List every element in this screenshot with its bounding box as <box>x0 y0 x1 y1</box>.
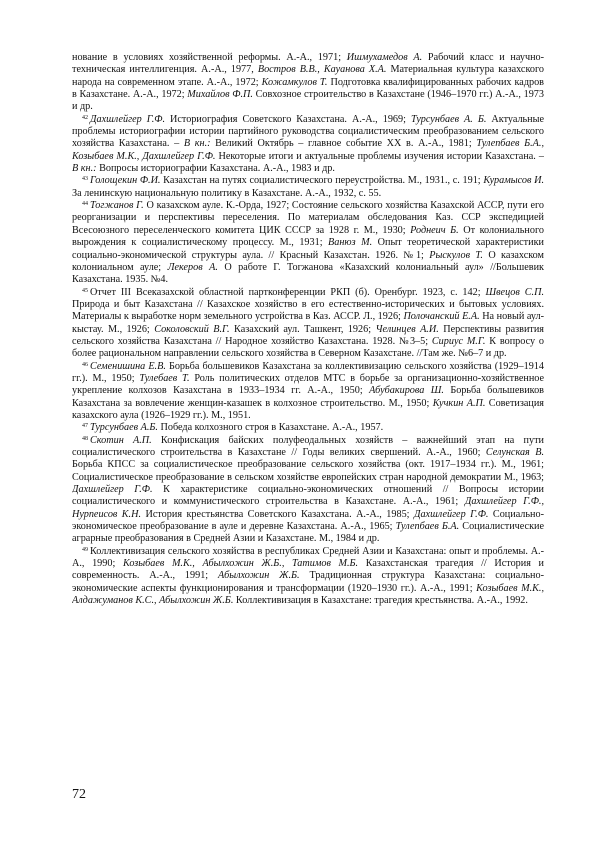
citation-text: Историография Советского Казахстана. А.-А., 1969; <box>165 113 411 125</box>
citation-text: На новый аул-кыстау. М., 1926; <box>72 311 544 335</box>
citation-text: Отчет III Всеказахской областной партконференции РКП (б). Оренбург. 1923, с. 142; <box>90 286 486 298</box>
author-name: Дахшлейгер Г.Ф. <box>72 484 153 496</box>
citation-text: Казахский аул. Ташкент, 1926; <box>229 323 376 335</box>
author-name: Тулепбаев Б.А. <box>395 521 460 533</box>
author-name: Востров В.В., Кауанова Х.А. <box>257 64 387 76</box>
footnote-number: 43 <box>82 176 88 183</box>
citation-text: Коллективизация в Казахстане: трагедия крестьянства. А.-А., 1992. <box>233 595 528 607</box>
citation-text: Роль политических отделов МТС в борьбе за организационно-хозяйственное укрепление колхозов Казахстана в 1933–1934 гг. А.-А., 1950; <box>72 372 544 397</box>
author-name: Челинцев А.И. <box>375 323 439 335</box>
author-name: Сириус М.Г. <box>431 335 486 347</box>
book-page <box>72 52 544 822</box>
citation-text: Перспективы развития сельского хозяйства Казахстана // Народное хозяйство Казахстана. 1928. №3–5; <box>72 323 544 347</box>
citation-text: Подготовка квалифицированных рабочих кадров в Казахстане. А.-А., 1972; <box>72 76 544 101</box>
author-name: Кожамкулов Т. <box>261 76 328 88</box>
footnote-entry <box>72 361 544 423</box>
citation-text: О казахском колониальном ауле; <box>72 249 544 273</box>
citation-text: Борьба большевиков Казахстана за коллективизацию сельского хозяйства (1929–1914 гг.). М., 1950; <box>72 360 544 384</box>
citation-text: Борьба КПСС за социалистическое преобразование сельского хозяйства (окт. 1917–1934 гг.). М., 1961; Социалистическое преобразование в сельском хозяйстве европейских стран народной демократии М., 1963; <box>72 459 544 483</box>
author-name: Селунская В. <box>485 447 544 458</box>
citation-text: Совхозное строительство в Казахстане (1946–1970 гг.) А.-А., 1973 и др. <box>72 89 544 113</box>
author-name: Абубакирова Ш. <box>369 385 444 397</box>
citation-text: Природа и быт Казахстана // Казахское хозяйство в его естественно-исторических и бытовых условиях. Материалы к выработке норм земельного устройства в Каз. АССР. Л., 1926; <box>72 298 544 323</box>
citation-text: К характеристике социально-экономических отношений // Вопросы истории социалистического и коммунистического строительства в Казахстане. А.-А., 1961; <box>72 484 544 508</box>
footnote-entry <box>72 546 544 608</box>
citation-text: Победа колхозного строя в Казахстане. А.-А., 1957. <box>157 422 384 434</box>
footnote-entry <box>72 114 544 176</box>
citation-text: К вопросу о более рациональном направлении сельского хозяйства в Северном Казахстане. //Там же. №6–7 и др. <box>72 335 544 360</box>
footnote-entry <box>72 435 544 546</box>
footnote-entry <box>72 422 544 434</box>
author-name: Турсунбаев А. Б. <box>410 113 487 125</box>
citation-text: Рабочий класс и научно-техническая интеллигенция. А.-А., 1977, <box>72 52 544 76</box>
citation-text: Материальная культура казахского народа на современном этапе. А.-А., 1972; <box>72 64 544 88</box>
footnote-entry <box>72 52 544 114</box>
citation-text: О работе Г. Тогжанова «Казахский колониальный аул» //Большевик Казахстана. 1935. №4. <box>72 261 544 286</box>
citation-text: Коллективизация сельского хозяйства в республиках Средней Азии и Казахстана: опыт и проблемы. А.-А., 1990; <box>72 545 544 570</box>
author-name: Курамысов И. <box>483 175 544 187</box>
footnote-number: 44 <box>82 201 88 208</box>
citation-text: Вопросы историографии Казахстана. А.-А., 1983 и др. <box>96 163 335 175</box>
author-name: Турсунбаев А.Б. <box>90 422 158 434</box>
author-name: Голощекин Ф.И. <box>90 175 161 187</box>
author-name: Михайлов Ф.П. <box>187 89 253 101</box>
author-name: Швецов С.П. <box>485 286 544 298</box>
citation-text: За ленинскую национальную политику в Казахстане. А.-А., 1932, с. 55. <box>72 187 382 199</box>
citation-text: История крестьянства Советского Казахстана. А.-А., 1985; <box>141 508 414 520</box>
author-name: Дахшлейгер Г.Ф. <box>90 113 166 125</box>
author-name: Абылхожин Ж.Б. <box>218 570 300 582</box>
citation-text: Борьба большевиков Казахстана за вовлечение женщин-казашек в колхозное строительство. М., 1950; <box>72 385 544 409</box>
footnote-number: 42 <box>82 114 88 121</box>
footnote-entry <box>72 175 544 200</box>
citation-text: Конфискация байских полуфеодальных хозяйств – важнейший этап на пути социалистического строительства в Казахстане // Годы великих свершений. А.-А., 1960; <box>72 434 544 458</box>
author-name: Козыбаев М.К., Абылхожин Ж.Б., Татимов М.Б. <box>122 558 359 570</box>
footnote-entry <box>72 200 544 286</box>
citation-text: Актуальные проблемы историографии истории партийного руководства социалистическим преобразованием сельского хозяйства Казахстана. – <box>72 113 544 150</box>
author-name: Рыскулов Т. <box>429 249 483 261</box>
citation-text: Казахстанская трагедия // История и современность. А.-А., 1991; <box>72 558 544 582</box>
author-name: Тулепбаев Б.А., Козыбаев М.К., Дахшлейгер Г.Ф. <box>72 138 544 162</box>
citation-text: Социально-экономическое преобразование в ауле и деревне Казахстана. А.-А., 1965; <box>72 508 544 533</box>
author-name: Соколовский В.Г. <box>154 323 230 335</box>
footnote-number: 46 <box>82 361 88 368</box>
author-name: Ванюз М. <box>328 237 373 249</box>
author-name: Дахшлейгер Г.Ф., Нурпеисов К.Н. <box>72 496 544 520</box>
citation-text: Казахстан на путях социалистического переустройства. М., 1931., с. 191; <box>160 175 484 187</box>
citation-text: От колониального вырождения к социалистическому процессу. М., 1931; <box>72 224 544 249</box>
footnote-number: 47 <box>82 423 88 430</box>
author-name: Скотин А.П. <box>90 434 152 446</box>
author-name: Тулебаев Т. <box>139 372 190 384</box>
author-name: Ишмухамедов А. <box>346 52 423 63</box>
author-name: Тогжанов Г. <box>90 200 144 212</box>
author-name: Семенишина Е.В. <box>90 360 166 372</box>
author-name: Дахшлейгер Г.Ф. <box>413 508 489 520</box>
footnote-list <box>72 52 544 607</box>
author-name: Роднеич Б. <box>410 224 459 236</box>
author-name: Полочанский Е.А. <box>403 311 480 323</box>
footnote-number: 48 <box>82 435 88 442</box>
footnote-number: 49 <box>82 546 88 553</box>
author-name: Козыбаев М.К., Алдажуманов К.С., Абылхожин Ж.Б. <box>72 582 544 607</box>
citation-text: Великий Октябрь – главное событие XX в. А.-А., 1981; <box>210 138 477 150</box>
footnote-entry <box>72 287 544 361</box>
footnote-number: 45 <box>82 287 88 294</box>
citation-text: О казахском ауле. К.-Орда, 1927; Состояние сельского хозяйства Казахской АССР, пути его реорганизации и перспективы переселения. По материалам обследования Каз. ССР экспедицией Всесоюзного переселенческого комитета ЦИК СССР за 1928 г. М., 1930; <box>72 200 544 236</box>
citation-text: нование в условиях хозяйственной реформы. А.-А., 1971; <box>72 52 347 63</box>
page-number: 72 <box>72 787 86 802</box>
citation-text: Социалистические аграрные преобразования в Средней Азии и Казахстане. М., 1984 и др. <box>72 521 544 545</box>
author-name: В кн.: <box>183 138 211 150</box>
author-name: Кучкин А.П. <box>432 397 486 409</box>
citation-text: Советизация казахского аула (1926–1929 гг.). М., 1951. <box>72 397 544 421</box>
author-name: Лекеров А. <box>167 261 218 273</box>
citation-text: Традиционная структура Казахстана: социально-экономические аспекты функционирования и трансформации (1920–1930 гг.). А.-А., 1991; <box>72 570 544 594</box>
author-name: В кн.: <box>72 163 97 175</box>
citation-text: Некоторые итоги и актуальные проблемы изучения истории Казахстана. – <box>215 150 544 162</box>
citation-text: Опыт теоретической характеристики социально-экономической структуры аула. // Красный Казахстан. 1926. №1; <box>72 237 544 261</box>
